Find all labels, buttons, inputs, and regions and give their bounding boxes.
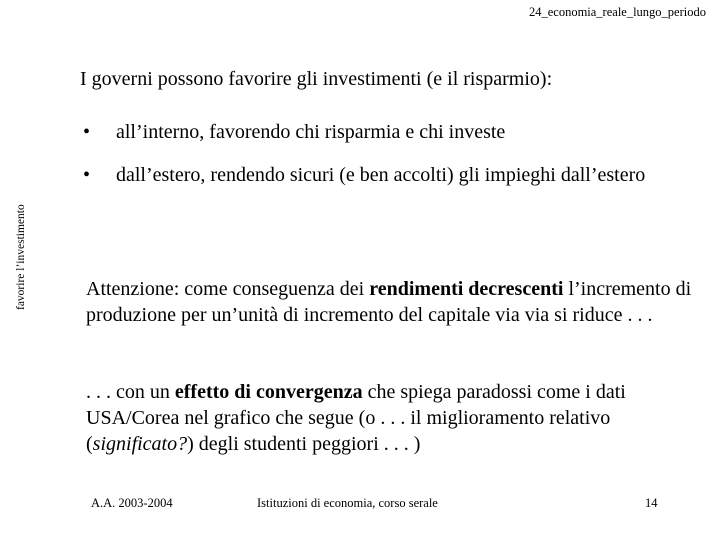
para2-bold-term: effetto di convergenza <box>174 381 363 403</box>
bullet-list <box>83 120 683 206</box>
para2-text-before: . . . con un <box>86 381 175 403</box>
footer-academic-year: A.A. 2003-2004 <box>91 496 173 510</box>
bullet-text: all’interno, favorendo chi risparmia e chi investe <box>116 121 506 143</box>
intro-text: I governi possono favorire gli investimenti (e il risparmio): <box>80 68 553 90</box>
para2-italic-term: significato? <box>92 433 188 455</box>
bullet-text: dall’estero, rendendo sicuri (e ben accolti) gli impieghi dall’estero <box>116 164 646 186</box>
para2-text-middle: che spiega paradossi come i dati USA/Corea nel grafico che segue (o . . . il miglioramento relativo ( <box>86 381 626 455</box>
para2-text-after: ) degli studenti peggiori . . . ) <box>187 433 421 455</box>
bullet-item <box>83 163 683 188</box>
footer-course-title: Istituzioni di economia, corso serale <box>257 496 438 510</box>
para1-text-before: Attenzione: come conseguenza dei <box>86 278 370 300</box>
slide-file-label: 24_economia_reale_lungo_periodo <box>528 5 706 19</box>
convergence-paragraph <box>86 379 706 457</box>
bullet-marker: • <box>83 164 91 186</box>
bullet-marker: • <box>83 121 91 143</box>
vertical-section-label: favorire l’investimento <box>15 204 27 310</box>
bullet-item <box>83 120 683 145</box>
para1-text-after: l’incremento di produzione per un’unità di incremento del capitale via via si riduce . . . <box>86 278 692 326</box>
footer-page-number: 14 <box>645 496 658 510</box>
para1-bold-term: rendimenti decrescenti <box>369 278 564 300</box>
diminishing-returns-paragraph <box>86 276 706 328</box>
